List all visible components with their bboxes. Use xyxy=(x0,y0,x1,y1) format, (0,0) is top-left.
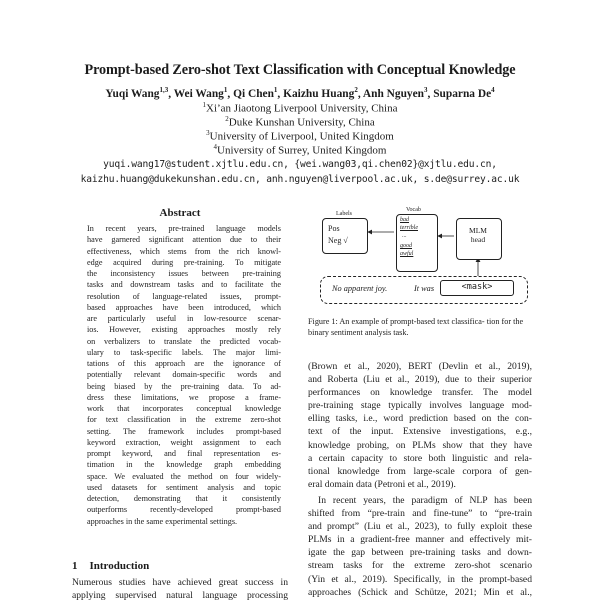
input-sentence: No apparent joy. xyxy=(332,284,388,293)
vocab-word-bad: bad xyxy=(400,217,409,223)
author-name: Yuqi Wang$^{1,3}$, xyxy=(105,86,174,100)
author-name: Suparna De$^4$ xyxy=(433,86,495,100)
abstract-line: resolution of language-related issues, prompt- xyxy=(87,291,281,301)
email-line-1: yuqi.wang17@student.xjtlu.edu.cn, {wei.wang03,qi.chen02}@xjtlu.edu.cn, xyxy=(103,159,497,170)
abstract-line: effectiveness, which stems from the rich knowl- xyxy=(87,246,281,256)
paragraph-line: approaches (Schick and Schütze, 2021; Min et al., xyxy=(308,586,532,598)
author-name: Anh Nguyen$^3$, xyxy=(362,86,434,100)
paper-title: Prompt-based Zero-shot Text Classification with Conceptual Knowledge xyxy=(84,62,516,78)
paragraph-line: performances on knowledge transfer. The model xyxy=(308,387,532,399)
label-pos: Pos xyxy=(328,224,340,233)
abstract-line: are particularly useful in low-resource scenar- xyxy=(87,314,281,323)
abstract-heading: Abstract xyxy=(159,207,201,219)
abstract-line: edge acquired during pre-training. To mitigate xyxy=(87,257,281,267)
abstract-line: outperforms recently-developed prompt-based xyxy=(87,505,281,515)
intro-line: applying supervised natural language processing xyxy=(72,590,288,601)
paragraph-line: and Roberta (Liu et al., 2019), due to their superior xyxy=(308,374,532,386)
paragraph-line: shifted from “pre-train and fine-tune” to “pre-train xyxy=(308,508,532,520)
vocab-word-good: good xyxy=(400,243,412,249)
paragraph-line: igate the gap between pre-training tasks and down- xyxy=(308,547,532,559)
author-name: Qi Chen$^1$, xyxy=(233,86,284,100)
abstract-line: on verbalizers to translate the predicted vocab- xyxy=(87,336,281,346)
author-name: Wei Wang$^1$, xyxy=(173,86,234,100)
right-column-body xyxy=(308,360,532,599)
abstract-line: keyword extraction, weight assignment to each xyxy=(87,437,281,447)
abstract-body xyxy=(87,223,281,527)
abstract-line: work that incorporates conceptual knowledge xyxy=(87,404,281,413)
affiliation-1: $^1$Xi’an Jiaotong Liverpool University, China xyxy=(202,101,398,115)
paragraph-line: eral domain data (Petroni et al., 2019). xyxy=(308,478,456,490)
paragraph-line: a certain capacity to store both linguistic and rela- xyxy=(308,452,532,464)
abstract-line: timation in the knowledge graph embedding xyxy=(87,460,281,470)
abstract-line: ulary to task-specific labels. The major limi- xyxy=(87,347,281,357)
affiliation-2: $^2$Duke Kunshan University, China xyxy=(225,115,375,129)
figure-1 xyxy=(318,208,530,308)
paragraph-line: text of the input. Extensive investigations, e.g., xyxy=(308,426,532,438)
paragraph-line: PLMs in a gradient-free manner and effectively mit- xyxy=(308,534,532,546)
abstract-line: used datasets for sentiment analysis and topic xyxy=(87,482,281,492)
prompt-template-text: It was xyxy=(414,284,435,293)
abstract-line: based approaches have been introduced, which xyxy=(87,302,281,312)
abstract-line: for text classification in the extreme zero-shot xyxy=(87,415,281,425)
author-list xyxy=(0,86,600,100)
abstract-line: the inconsistency issues between pre-training xyxy=(87,269,281,278)
section-heading-introduction: 1 Introduction xyxy=(72,560,150,572)
author-name: Kaizhu Huang$^2$, xyxy=(283,86,363,100)
affiliation-4: $^4$University of Surrey, United Kingdom xyxy=(213,143,387,157)
affiliation-3: $^3$University of Liverpool, United Kingdom xyxy=(206,129,394,143)
vocab-word-terrible: terrible xyxy=(400,225,418,231)
paragraph xyxy=(308,494,532,599)
paragraph-line: (Brown et al., 2020), BERT (Devlin et al., 2019), xyxy=(308,361,532,372)
paragraph-line: and prompt” (Liu et al., 2023), to fully exploit these xyxy=(308,521,532,533)
abstract-line: tasks and downstream tasks and to facilitate the xyxy=(87,280,281,290)
abstract-line: setting. The framework includes prompt-based xyxy=(87,426,281,436)
vocab-title: Vocab xyxy=(406,207,421,213)
paragraph-line: stream tasks for the extreme zero-shot scenario xyxy=(308,560,532,572)
paragraph-line: knowledge probing, on PLMs show that they have xyxy=(308,439,532,451)
paragraph-line: pre-training stage typically involves language mod- xyxy=(308,400,532,412)
labels-title: Labels xyxy=(336,211,352,217)
email-line-2: kaizhu.huang@dukekunshan.edu.cn, anh.nguyen@liverpool.ac.uk, s.de@surrey.ac.uk xyxy=(80,174,520,185)
vocab-word-awful: awful xyxy=(400,251,414,257)
label-neg: Neg √ xyxy=(328,236,348,245)
intro-line: Numerous studies have achieved great success in xyxy=(72,577,288,588)
paragraph-line: tional knowledge from large-scale corpora of gen- xyxy=(308,465,532,477)
abstract-line: ios. However, existing approaches mostly rely xyxy=(87,325,281,335)
abstract-line: space. We evaluated the method on four widely- xyxy=(87,471,281,481)
abstract-line: potentially relevant domain-specific words and xyxy=(87,370,281,380)
figure-1-caption: Figure 1: An example of prompt-based text classifica- tion for the binary sentiment analysis task. xyxy=(308,317,524,337)
abstract-line: detection, demonstrating that it consistently xyxy=(87,494,281,503)
abstract-line: have garnered significant attention due to their xyxy=(87,235,281,245)
paragraph-line: In recent years, the paradigm of NLP has been xyxy=(318,494,532,506)
paragraph-line: (Yin et al., 2019). Specifically, in the prompt-based xyxy=(308,573,532,585)
abstract-line: being biased by the pre-training data. To ad- xyxy=(87,381,281,391)
mlm-head-label: MLM head xyxy=(469,226,487,244)
abstract-line: approaches in the same experimental settings. xyxy=(87,516,238,526)
abstract-line: dress these limitations, we propose a frame- xyxy=(87,392,281,402)
check-icon: √ xyxy=(343,236,348,245)
abstract-line: prompt keyword, and final representation es- xyxy=(87,449,281,458)
abstract-line: In recent years, pre-trained language models xyxy=(87,224,281,233)
paragraph-line: elling tasks, i.e., word prediction based on the con- xyxy=(308,413,532,425)
paragraph xyxy=(308,360,532,491)
vocab-ellipsis: ... xyxy=(402,233,407,239)
introduction-body xyxy=(72,576,288,602)
mask-token: <mask> xyxy=(461,282,493,292)
abstract-line: tations of this approach are the ignorance of xyxy=(87,359,281,368)
